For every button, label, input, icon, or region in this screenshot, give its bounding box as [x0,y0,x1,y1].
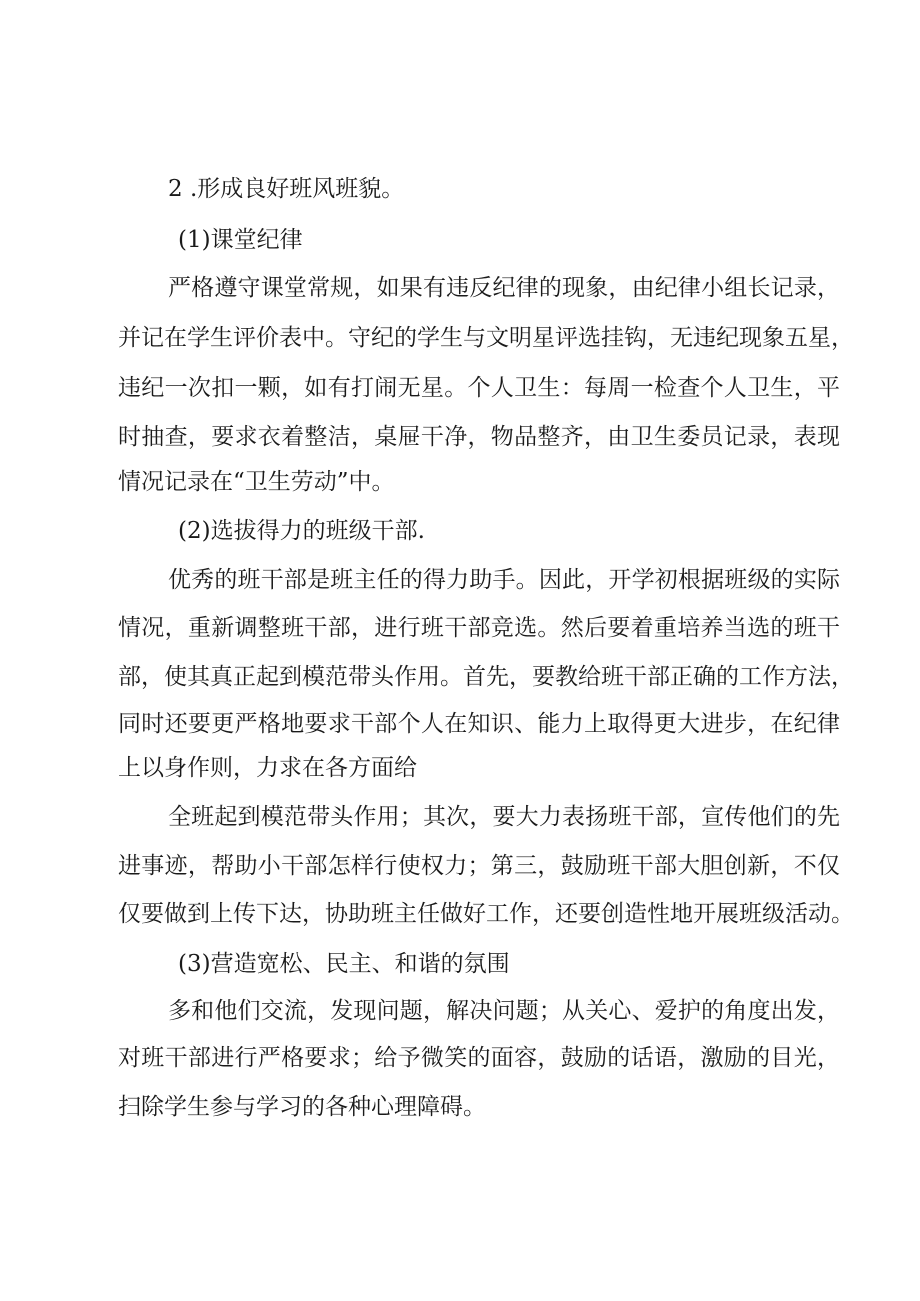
paragraph-line: 时抽查，要求衣着整洁，桌屉干净，物品整齐，由卫生委员记录，表现 [118,424,840,450]
paragraph-line: 进事迹，帮助小干部怎样行使权力；第三，鼓励班干部大胆创新，不仅 [118,853,840,879]
paragraph-line: 情况记录在“卫生劳动”中。 [118,469,395,495]
paragraph-line: 情况，重新调整班干部，进行班干部竞选。然后要着重培养当选的班干 [118,615,840,641]
paragraph-line: 并记在学生评价表中。守纪的学生与文明星评选挂钩，无违纪现象五星， [118,325,854,351]
paragraph-line: 仅要做到上传下达，协助班主任做好工作，还要创造性地开展班级活动。 [118,901,854,927]
paragraph-line: 全班起到模范带头作用；其次，要大力表扬班干部，宣传他们的先 [168,804,840,830]
subsection-title-1: (1)课堂纪律 [178,227,303,253]
subsection-title-3: (3)营造宽松、民主、和谐的氛围 [178,951,510,977]
paragraph-line: 优秀的班干部是班主任的得力助手。因此，开学初根据班级的实际 [168,567,840,593]
subsection-title-2: (2)选拔得力的班级干部. [178,518,425,544]
paragraph-line: 部，使其真正起到模范带头作用。首先，要教给班干部正确的工作方法， [118,664,854,690]
section-heading: 2 .形成良好班风班貌。 [168,176,405,202]
paragraph-line: 扫除学生参与学习的各种心理障碍。 [118,1094,486,1120]
paragraph-line: 对班干部进行严格要求；给予微笑的面容，鼓励的话语，激励的目光， [118,1045,840,1071]
paragraph-line: 多和他们交流，发现问题，解决问题；从关心、爱护的角度出发， [168,998,840,1024]
paragraph-line: 严格遵守课堂常规，如果有违反纪律的现象，由纪律小组长记录， [168,275,840,301]
paragraph-line: 违纪一次扣一颗，如有打闹无星。个人卫生：每周一检查个人卫生，平 [118,375,840,401]
paragraph-line: 同时还要更严格地要求干部个人在知识、能力上取得更大进步，在纪律 [118,711,840,737]
paragraph-line: 上以身作则，力求在各方面给 [118,755,417,781]
